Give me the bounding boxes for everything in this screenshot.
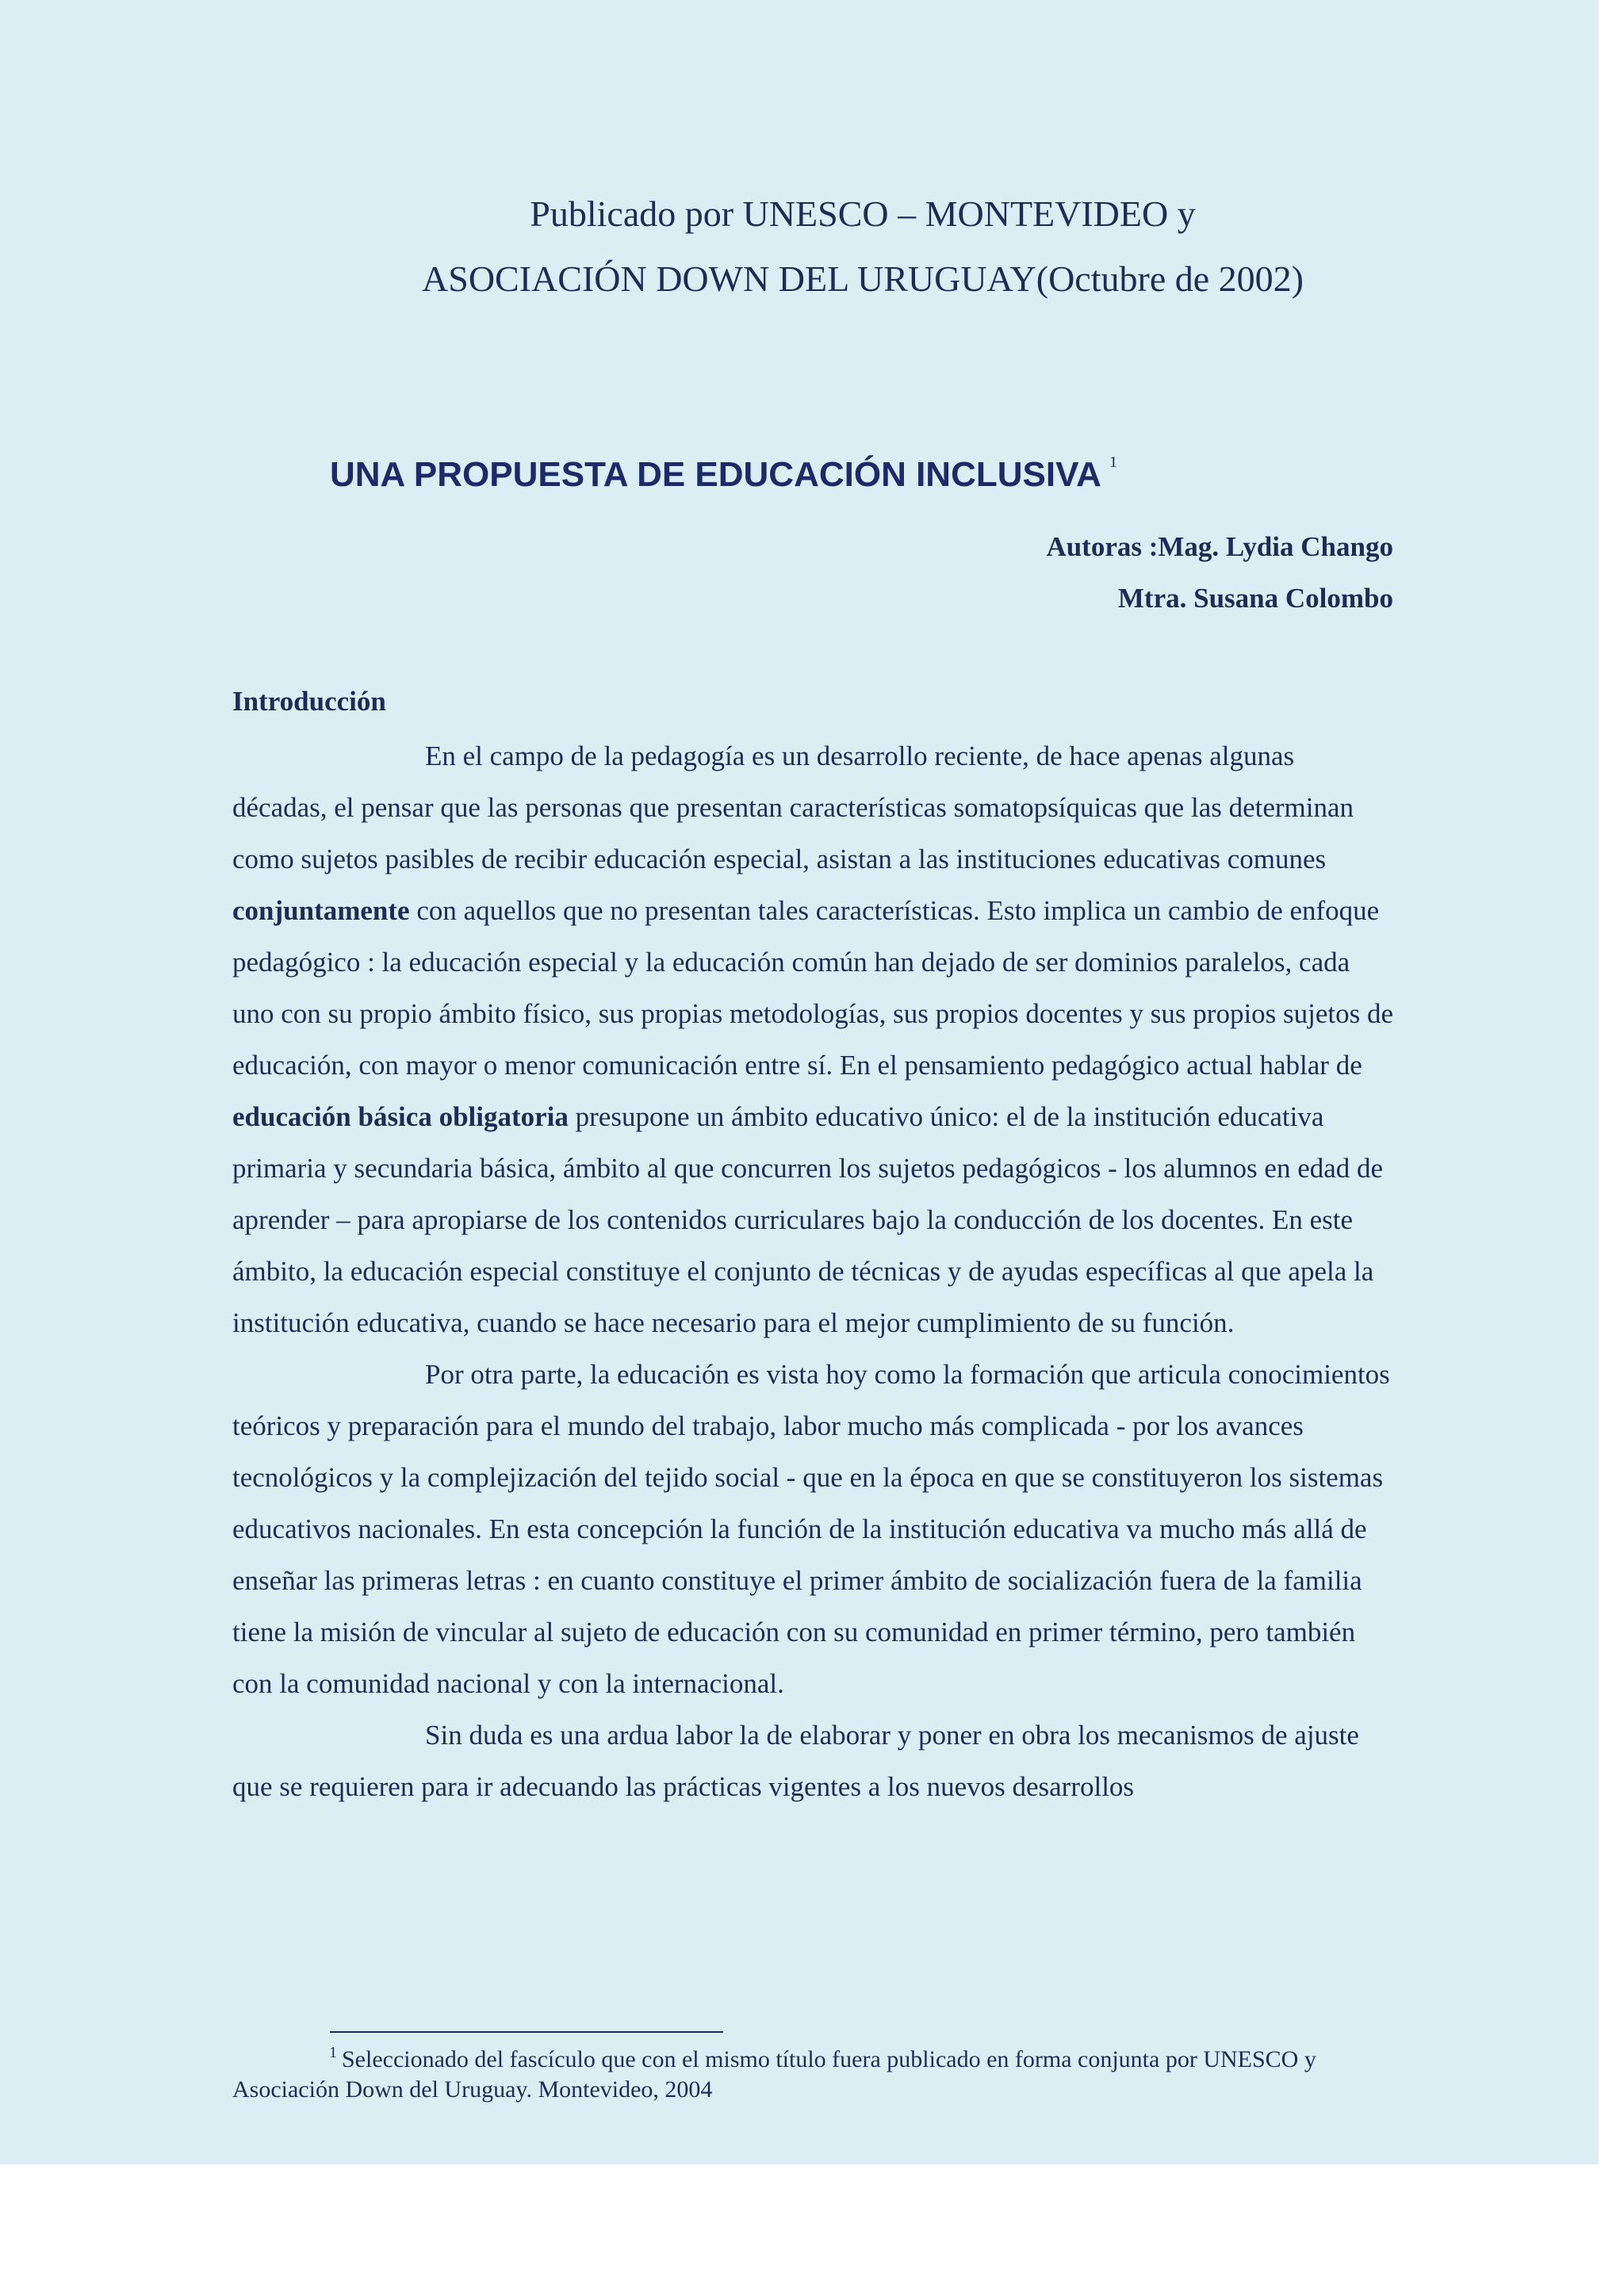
publisher-line-1: Publicado por UNESCO – MONTEVIDEO y xyxy=(530,193,1196,234)
paragraph-1-part-c: presupone un ámbito educativo único: el de la institución educativa primaria y secundaria básica, ámbito al que concurren los sujetos pedagógicos - los alumnos en edad de aprender – para apropiarse de los contenidos curriculares bajo la conducción de los docentes. En este ámbito, la educación especial constituye el conjunto de técnicas y de ayudas específicas al que apela la institución educativa, cuando se hace necesario para el mejor cumplimiento de su función. xyxy=(232,1101,1384,1338)
footnote-mark: 1 xyxy=(329,2044,337,2061)
title-text: UNA PROPUESTA DE EDUCACIÓN INCLUSIVA xyxy=(330,455,1101,494)
paragraph-1-part-a: En el campo de la pedagogía es un desarrollo reciente, de hace apenas algunas décadas, el pensar que las personas que presentan características somatopsíquicas que las determinan como sujetos pasibles de recibir educación especial, asistan a las instituciones educativas comunes xyxy=(232,740,1354,874)
paragraph-1 xyxy=(232,730,1396,1349)
document-title xyxy=(330,453,1117,495)
bold-term-conjuntamente: conjuntamente xyxy=(232,895,410,926)
body-text xyxy=(232,730,1396,1812)
section-heading-introduccion: Introducción xyxy=(232,686,386,717)
paragraph-2: Por otra parte, la educación es vista hoy como la formación que articula conocimientos teóricos y preparación para el mundo del trabajo, labor mucho más complicada - por los avances tecnológicos y la complejización del tejido social - que en la época en que se constituyeron los sistemas educativos nacionales. En esta concepción la función de la institución educativa va mucho más allá de enseñar las primeras letras : en cuanto constituye el primer ámbito de socialización fuera de la familia tiene la misión de vincular al sujeto de educación con su comunidad en primer término, pero también con la comunidad nacional y con la internacional. xyxy=(232,1359,1390,1699)
bold-term-educacion-basica: educación básica obligatoria xyxy=(232,1101,569,1132)
paragraph-1-part-b: con aquellos que no presentan tales características. Esto implica un cambio de enfoque pedagógico : la educación especial y la educación común han dejado de ser dominios paralelos, cada uno con su propio ámbito físico, sus propias metodologías, sus propios docentes y sus propios sujetos de educación, con mayor o menor comunicación entre sí. En el pensamiento pedagógico actual hablar de xyxy=(232,895,1394,1081)
publisher-line-2: ASOCIACIÓN DOWN DEL URUGUAY(Octubre de 2002) xyxy=(422,258,1304,299)
footnote-separator xyxy=(330,2031,723,2033)
footnote xyxy=(232,2038,1374,2105)
author-line-1: Autoras :Mag. Lydia Chango xyxy=(1046,531,1393,562)
footnote-text: Seleccionado del fascículo que con el mismo título fuera publicado en forma conjunta por UNESCO y Asociación Down del Uruguay. Montevideo, 2004 xyxy=(232,2046,1316,2103)
paragraph-3: Sin duda es una ardua labor la de elaborar y poner en obra los mecanismos de ajuste que se requieren para ir adecuando las prácticas vigentes a los nuevos desarrollos xyxy=(232,1720,1359,1802)
title-footnote-mark: 1 xyxy=(1109,453,1117,471)
author-line-2: Mtra. Susana Colombo xyxy=(1117,583,1393,614)
